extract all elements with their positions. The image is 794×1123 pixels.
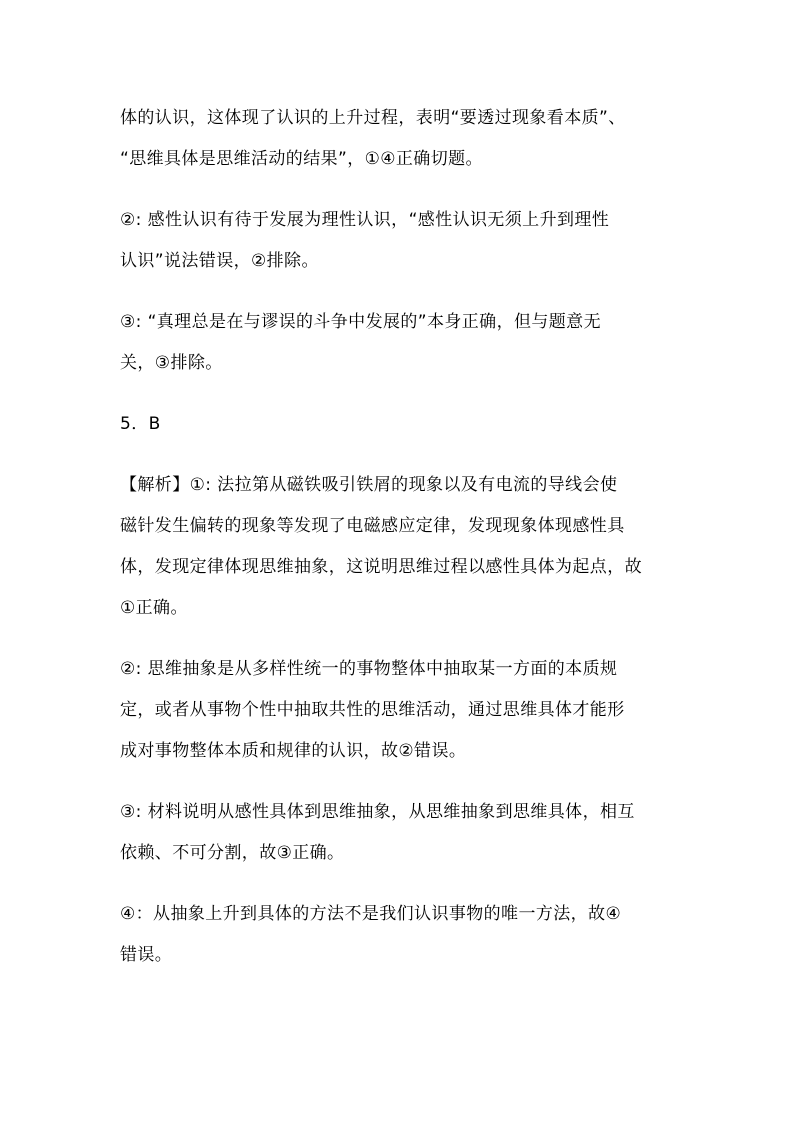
text-line: ②: 思维抽象是从多样性统一的事物整体中抽取某一方面的本质规 [120,659,618,679]
text-line: 体，发现定律体现思维抽象，这说明思维过程以感性具体为起点，故 [120,557,642,577]
text-line: 成对事物整体本质和规律的认识，故②错误。 [120,741,467,761]
text-line: 错误。 [120,945,173,965]
text-line: ①正确。 [120,598,188,618]
text-line: ③: 材料说明从感性具体到思维抽象，从思维抽象到思维具体，相互 [120,802,635,822]
text-line: 定，或者从事物个性中抽取共性的思维活动，通过思维具体才能形 [120,700,625,720]
text-line: “思维具体是思维活动的结果”，①④正确切题。 [120,149,483,169]
text-line: ④：从抽象上升到具体的方法不是我们认识事物的唯一方法，故④ [120,904,622,924]
question-number: 5．B [120,414,161,434]
text-line: 认识”说法错误，②排除。 [120,251,319,271]
text-line: 关，③排除。 [120,353,223,373]
text-line: 依赖、不可分割，故③正确。 [120,843,345,863]
text-line: ③: “真理总是在与谬误的斗争中发展的”本身正确，但与题意无 [120,312,601,332]
text-line: 【解析】①: 法拉第从磁铁吸引铁屑的现象以及有电流的导线会使 [120,475,618,495]
text-line: 体的认识，这体现了认识的上升过程，表明“要透过现象看本质”、 [120,108,626,128]
text-line: 磁针发生偏转的现象等发现了电磁感应定律，发现现象体现感性具 [120,516,625,536]
text-line: ②: 感性认识有待于发展为理性认识，“感性认识无须上升到理性 [120,210,610,230]
